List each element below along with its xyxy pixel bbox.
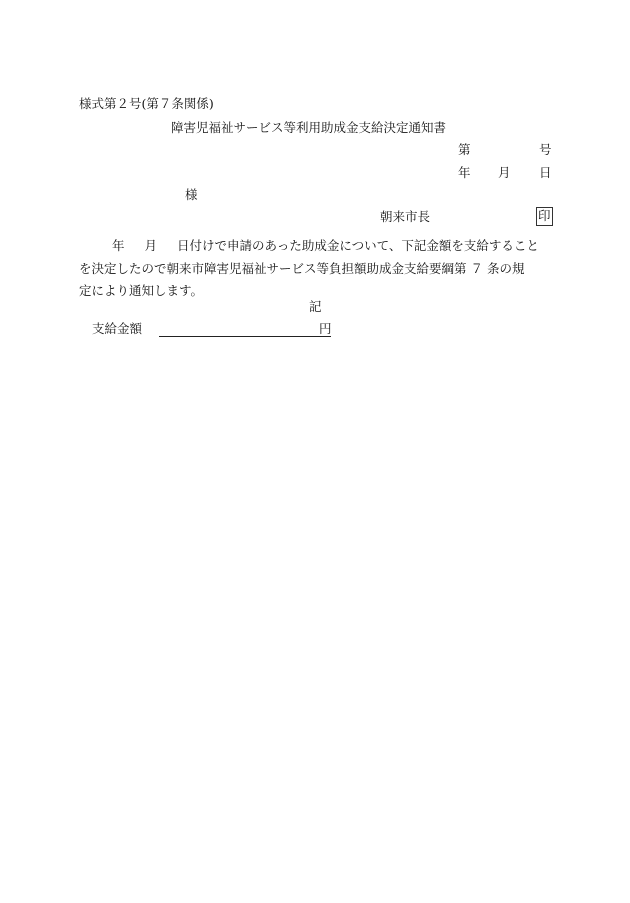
issuer-name: 朝来市長	[380, 209, 431, 224]
record-heading: 記	[309, 299, 322, 314]
body-line-1	[79, 235, 551, 258]
document-number-suffix: 号	[539, 142, 552, 157]
date-day-label: 日	[539, 165, 552, 180]
payment-amount-label: 支給金額	[92, 321, 143, 336]
date-year-label: 年	[458, 165, 471, 180]
payment-amount-underline	[159, 336, 331, 337]
body-line-2: を決定したので朝来市障害児福祉サービス等負担額助成金支給要綱第 ７ 条の規	[79, 260, 525, 276]
document-number-prefix: 第	[458, 142, 471, 157]
body-line-3: 定により通知します。	[79, 283, 204, 298]
body-line-1-text: 日付けで申請のあった助成金について、下記金額を支給すること	[177, 238, 539, 253]
document-title: 障害児福祉サービス等利用助成金支給決定通知書	[171, 120, 447, 135]
notification-body	[79, 235, 551, 303]
addressee-honorific: 様	[185, 187, 198, 202]
body-month-label: 月	[144, 238, 158, 253]
form-number: 様式第２号(第７条関係)	[79, 96, 214, 111]
body-year-label: 年	[112, 238, 125, 253]
seal-stamp-box: 印	[536, 207, 553, 226]
date-month-label: 月	[498, 165, 511, 180]
payment-amount-unit: 円	[319, 321, 332, 336]
